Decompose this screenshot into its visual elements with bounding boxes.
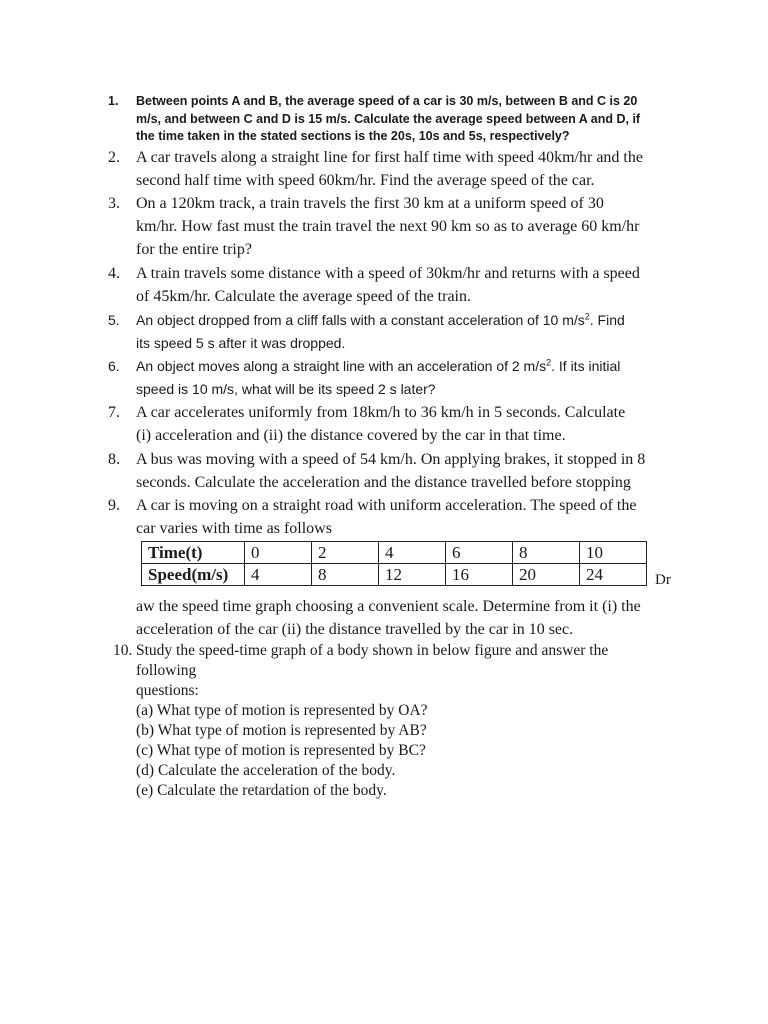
table-cell: 24 <box>580 564 647 586</box>
question-number: 4. <box>108 265 120 282</box>
question-number: 3. <box>108 195 120 212</box>
question-text-line <box>136 309 678 332</box>
table-row <box>142 542 647 564</box>
question-text-line: km/hr. How fast must the train travel the next 90 km so as to average 60 km/hr <box>136 218 640 235</box>
text-segment: . If its initial <box>551 358 621 374</box>
sub-question: (b) What type of motion is represented by AB? <box>136 722 427 739</box>
question-text-line: m/s, and between C and D is 15 m/s. Calculate the average speed between A and D, if <box>136 111 641 126</box>
table-cell: 8 <box>513 542 580 564</box>
question-text-line: Between points A and B, the average speed of a car is 30 m/s, between B and C is 20 <box>136 94 638 108</box>
question-10 <box>113 641 683 801</box>
question-number: 6. <box>108 358 120 374</box>
question-2 <box>108 146 678 192</box>
question-text-line: speed is 10 m/s, what will be its speed 2 s later? <box>136 381 436 397</box>
table-cell: 0 <box>245 542 312 564</box>
question-7 <box>108 401 678 447</box>
table-cell: 20 <box>513 564 580 586</box>
sub-question: (c) What type of motion is represented by BC? <box>136 742 426 759</box>
question-9-continued <box>108 595 678 641</box>
text-segment: . Find <box>589 312 625 328</box>
question-text-line: Study the speed-time graph of a body shown in below figure and answer the <box>136 642 609 659</box>
table-cell: 16 <box>446 564 513 586</box>
sub-question: (e) Calculate the retardation of the body. <box>136 782 387 799</box>
question-text-line: for the entire trip? <box>136 241 252 258</box>
question-text-line: second half time with speed 60km/hr. Find the average speed of the car. <box>136 172 595 189</box>
question-number: 5. <box>108 312 120 328</box>
speed-time-table <box>141 541 647 586</box>
question-text-line: the time taken in the stated sections is the 20s, 10s and 5s, respectively? <box>136 129 570 143</box>
table-cell: 10 <box>580 542 647 564</box>
question-text-line: A bus was moving with a speed of 54 km/h. On applying brakes, it stopped in 8 <box>136 451 646 468</box>
question-text-line: A car accelerates uniformly from 18km/h to 36 km/h in 5 seconds. Calculate <box>136 404 626 421</box>
question-number: 7. <box>108 404 120 421</box>
question-text-line: (i) acceleration and (ii) the distance covered by the car in that time. <box>136 427 566 444</box>
question-text-line <box>136 355 678 378</box>
question-number: 8. <box>108 451 120 468</box>
question-text-line: seconds. Calculate the acceleration and the distance travelled before stopping <box>136 474 631 491</box>
superscript: 2 <box>546 357 552 368</box>
question-text-line: its speed 5 s after it was dropped. <box>136 335 346 351</box>
table-header-cell: Speed(m/s) <box>142 564 245 586</box>
question-9 <box>108 494 678 540</box>
question-text-line: acceleration of the car (ii) the distance travelled by the car in 10 sec. <box>136 621 574 638</box>
question-number: 9. <box>108 497 120 514</box>
question-text-line: questions: <box>136 682 199 699</box>
question-text-line: A car travels along a straight line for first half time with speed 40km/hr and the <box>136 149 643 166</box>
question-text-line: On a 120km track, a train travels the first 30 km at a uniform speed of 30 <box>136 195 604 212</box>
question-text-line: A car is moving on a straight road with uniform acceleration. The speed of the <box>136 497 637 514</box>
sub-question: (d) Calculate the acceleration of the body. <box>136 762 396 779</box>
table-cell: 8 <box>312 564 379 586</box>
question-text-line: aw the speed time graph choosing a convenient scale. Determine from it (i) the <box>136 598 641 615</box>
question-number: 10. <box>113 642 133 659</box>
question-1 <box>108 93 678 146</box>
table-cell: 6 <box>446 542 513 564</box>
table-cell: 4 <box>379 542 446 564</box>
question-3 <box>108 192 678 261</box>
text-segment: An object moves along a straight line with an acceleration of 2 m/s <box>136 358 547 374</box>
text-segment: An object dropped from a cliff falls with a constant acceleration of 10 m/s <box>136 312 585 328</box>
table-header-cell: Time(t) <box>142 542 245 564</box>
table-cell: 4 <box>245 564 312 586</box>
question-4 <box>108 262 678 308</box>
question-text-line: A train travels some distance with a speed of 30km/hr and returns with a speed <box>136 265 640 282</box>
sub-question: (a) What type of motion is represented by OA? <box>136 702 428 719</box>
question-text-line: following <box>136 662 197 679</box>
question-8 <box>108 448 678 494</box>
question-number: 1. <box>108 94 119 108</box>
question-5 <box>108 309 678 355</box>
overflow-text: Dr <box>655 572 671 588</box>
table-row <box>142 564 647 586</box>
question-text-line: car varies with time as follows <box>136 520 332 537</box>
question-number: 2. <box>108 149 120 166</box>
question-text-line: of 45km/hr. Calculate the average speed of the train. <box>136 288 471 305</box>
question-6 <box>108 355 678 401</box>
superscript: 2 <box>584 311 590 322</box>
table-cell: 12 <box>379 564 446 586</box>
table-cell: 2 <box>312 542 379 564</box>
